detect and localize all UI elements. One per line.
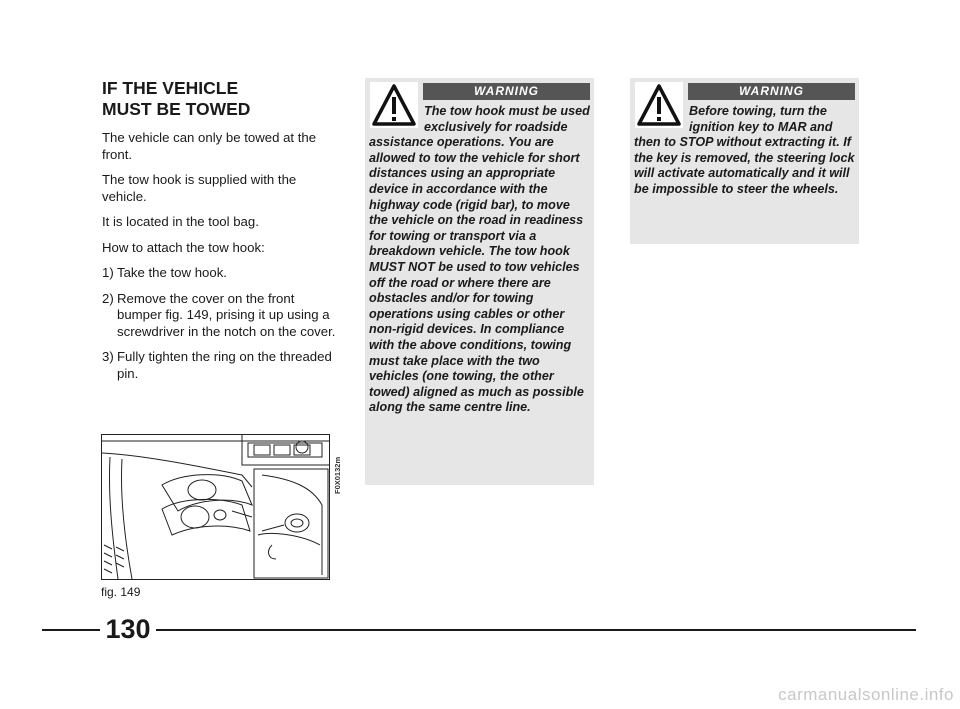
step-text: Remove the cover on the front bumper fig. 149, prising it up using a screwdriver in the notch on the cover. bbox=[117, 290, 336, 339]
warning-text-content: Before towing, turn the ignition key to MAR and then to STOP without extracting it. If the key is removed, the steering lock will activate automatically and it will be impossible to steer the wheels. bbox=[634, 104, 855, 196]
step-text: Fully tighten the ring on the threaded pin. bbox=[117, 349, 332, 381]
step-text: Take the tow hook. bbox=[117, 265, 227, 280]
footer-rule-right bbox=[156, 629, 916, 631]
section-heading bbox=[102, 78, 340, 120]
watermark: carmanualsonline.info bbox=[778, 685, 954, 704]
warning-box-tow-hook bbox=[365, 78, 594, 485]
step-number: 2) bbox=[102, 290, 114, 306]
warning-box-ignition bbox=[630, 78, 859, 244]
paragraph: The vehicle can only be towed at the front. bbox=[102, 130, 317, 162]
step-number: 3) bbox=[102, 349, 114, 364]
heading-line-1: IF THE VEHICLE bbox=[102, 78, 239, 98]
paragraph: The tow hook is supplied with the vehicle. bbox=[102, 172, 297, 204]
step-3 bbox=[102, 349, 340, 382]
warning-text bbox=[634, 104, 855, 198]
page-number: 130 bbox=[105, 614, 151, 644]
towing-section bbox=[102, 78, 340, 391]
warning-label: WARNING bbox=[423, 83, 590, 100]
warning-text bbox=[369, 104, 590, 416]
warning-text-content: The tow hook must be used exclusively for roadside assistance operations. You are allowed to tow the vehicle for short distances using an appropriate device in accordance with the highway code (rigid bar), to move the vehicle on the road in readiness for towing or transport via a breakdown vehicle. The tow hook MUST NOT be used to tow vehicles off the road or where there are obstacles and/or for towing operations using cables or other non-rigid devices. In compliance with the above conditions, towing must take place with the two vehicles (one towing, the other towed) aligned as much as possible along the same centre line. bbox=[369, 104, 590, 415]
warning-label: WARNING bbox=[688, 83, 855, 100]
step-number: 1) bbox=[102, 265, 114, 280]
paragraph: How to attach the tow hook: bbox=[102, 239, 265, 255]
tow-hook-illustration bbox=[101, 434, 330, 580]
footer-rule-left bbox=[42, 629, 100, 631]
figure-code: F0X0132m bbox=[333, 456, 342, 494]
paragraph: It is located in the tool bag. bbox=[102, 214, 259, 229]
step-2 bbox=[102, 291, 340, 341]
heading-line-2: MUST BE TOWED bbox=[102, 99, 251, 119]
bumper-drawing bbox=[102, 435, 329, 579]
figure-caption: fig. 149 bbox=[101, 585, 141, 599]
step-1 bbox=[102, 265, 340, 282]
